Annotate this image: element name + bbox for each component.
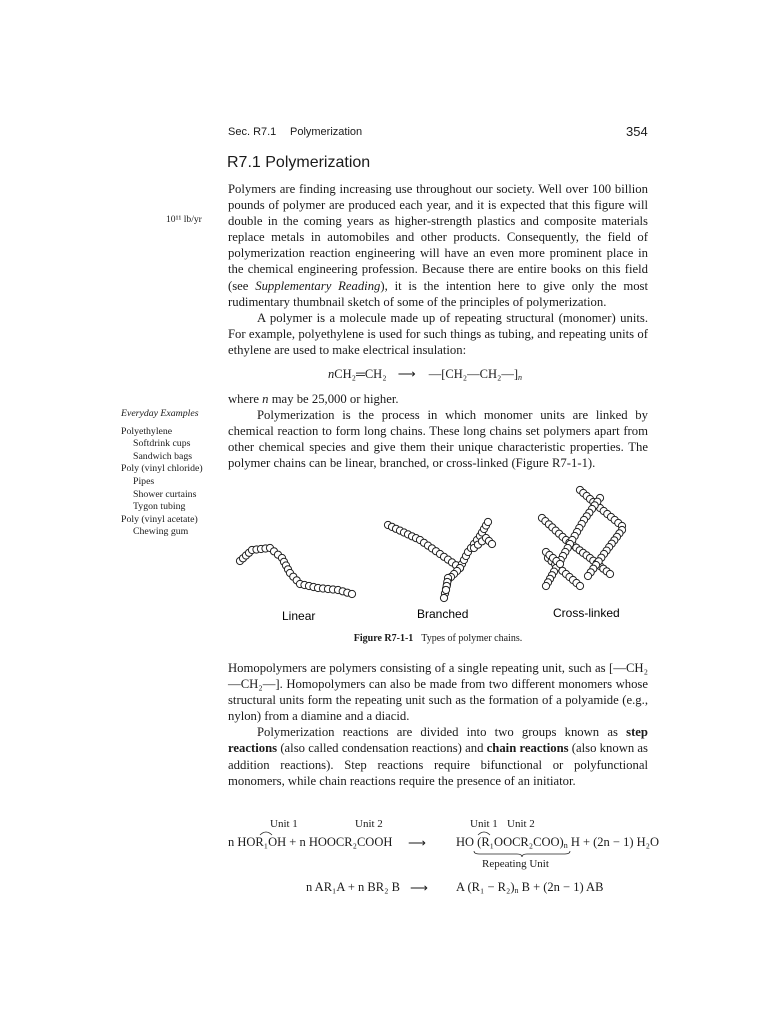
chain-bead	[484, 518, 491, 525]
branched-chain-illustration	[384, 518, 495, 601]
eq2-unit1-right-label: Unit 1	[470, 818, 498, 830]
term-step-reactions: step reactions	[228, 725, 648, 756]
para3-n: n	[262, 392, 269, 406]
eq3-product-rest: B + (2n − 1) AB	[518, 880, 604, 894]
figure-polymer-chains	[230, 478, 635, 628]
supplementary-reading-ref: Supplementary Reading	[255, 278, 381, 293]
eq1-product-sub: n	[518, 373, 523, 382]
chain-bead	[556, 560, 563, 567]
chain-bead	[542, 582, 549, 589]
page-number: 354	[626, 124, 648, 139]
running-header-section: Sec. R7.1	[228, 126, 277, 138]
eq3-reactants: n AR₁A + n BR₂ B	[306, 880, 400, 894]
para3-text: where	[228, 392, 263, 406]
cross-linked-chain-illustration	[538, 486, 625, 589]
margin-example-item: Softdrink cups	[133, 438, 191, 450]
chain-bead	[348, 590, 355, 597]
figure-caption-label: Figure R7-1-1	[353, 633, 414, 644]
chain-bead	[442, 586, 449, 593]
paragraph-homopolymers-text: Homopolymers are polymers consisting of a single repeating unit, such as [—CH₂—CH₂—]. Homopolymers can also be made from two different monomers whose structural units form the repeating unit such as the formation of a polyamide (e.g., nylon) from a diamine and a diacid.	[228, 661, 648, 724]
eq1-n: n	[328, 367, 335, 381]
margin-example-item: Tygon tubing	[133, 501, 186, 513]
eq2-product-main: HO (R₁OOCR₂COO)	[456, 835, 564, 849]
equation-chain-reaction	[306, 880, 646, 900]
eq2-products	[456, 835, 659, 850]
chain-bead	[576, 582, 583, 589]
para6-text-c: (also known as addition reactions). Step reactions require bifunctional or polyfunctional monomers, while chain reactions require the presence of an initiator.	[228, 741, 648, 788]
margin-example-item: Poly (vinyl chloride)	[121, 463, 203, 475]
eq1-reactant: CH₂═CH₂	[334, 367, 387, 381]
paragraph-intro-text: Polymers are finding increasing use throughout our society. Well over 100 billion pounds of polymer are produced each year, and it is expected that this figure will double in the coming years as higher-strength plastics and composite materials replace metals in automobiles and other products. Consequently, the field of polymerization reaction engineering will have an even more prominent place in the chemical engineering profession. Because there are entire books on this field (see	[228, 182, 648, 293]
para6-text-a: Polymerization reactions are divided into two groups known as	[257, 725, 627, 740]
paragraph-reaction-types	[228, 724, 648, 788]
margin-examples-title: Everyday Examples	[121, 408, 199, 419]
eq2-reactants: n HOR₁OH + n HOOCR₂COOH	[228, 835, 393, 849]
eq2-arrow: ⟶	[408, 836, 428, 850]
eq1-arrow: ⟶	[397, 367, 418, 381]
chain-bead	[488, 540, 495, 547]
figure-label-cross-linked: Cross-linked	[553, 606, 620, 620]
chain-bead	[584, 572, 591, 579]
paragraph-polymer-definition: A polymer is a molecule made up of repeating structural (monomer) units. For example, polyethylene is used for such things as tubing, and repeating units of ethylene are used to make electrical insulation:	[228, 310, 648, 357]
para3-text-end: may be 25,000 or higher.	[268, 392, 399, 406]
paragraph-polymerization-process: Polymerization is the process in which monomer units are linked by chemical reaction to form long chains. These long chains set polymers apart from other chemical species and give them their unique characteristic properties. The polymer chains can be linear, branched, or cross-linked (Figure R7-1-1).	[228, 408, 648, 471]
eq2-product-rest: H + (2n − 1) H₂O	[567, 835, 660, 849]
paragraph-chains	[228, 391, 648, 471]
margin-example-item: Sandwich bags	[133, 450, 193, 462]
margin-example-item: Shower curtains	[133, 488, 197, 500]
figure-caption-text: Types of polymer chains.	[421, 633, 523, 644]
section-heading: R7.1 Polymerization	[227, 154, 371, 171]
margin-example-item: Polyethylene	[121, 425, 173, 437]
chain-bead	[606, 570, 613, 577]
margin-examples-list	[121, 426, 203, 539]
eq2-product-sub: n	[563, 841, 568, 850]
equation-step-reaction	[228, 818, 688, 878]
term-chain-reactions: chain reactions	[486, 741, 569, 756]
eq3-product-sub: n	[514, 886, 519, 895]
figure-label-branched: Branched	[417, 607, 469, 621]
eq3-product-main: A (R₁ − R₂)	[456, 880, 515, 894]
eq2-repeating-unit-label: Repeating Unit	[482, 858, 549, 870]
eq2-underbrace	[473, 850, 571, 858]
eq3-products	[456, 880, 603, 895]
equation-polyethylene	[328, 366, 522, 382]
running-header-title: Polymerization	[290, 126, 363, 138]
linear-chain-illustration	[236, 544, 355, 597]
margin-example-item: Chewing gum	[133, 526, 189, 538]
eq2-unit1-label: Unit 1	[270, 818, 298, 830]
margin-example-item: Pipes	[133, 475, 155, 487]
chain-bead	[440, 594, 447, 601]
para6-text-b: (also called condensation reactions) and	[277, 741, 487, 756]
margin-example-item: Poly (vinyl acetate)	[121, 513, 198, 525]
figure-caption	[228, 633, 648, 644]
margin-note-production: 10¹¹ lb/yr	[166, 214, 202, 225]
eq2-unit2-right-label: Unit 2	[507, 818, 535, 830]
eq2-unit2-label: Unit 2	[355, 818, 383, 830]
paragraph-intro	[228, 181, 648, 358]
eq3-arrow: ⟶	[410, 881, 430, 895]
eq1-product: —[CH₂—CH₂—]	[428, 367, 519, 381]
paragraph-intro-text-end: ), it is the intention here to give only the most rudimentary thumbnail sketch of some of the principles of polymerization.	[228, 278, 648, 309]
figure-label-linear: Linear	[282, 609, 316, 623]
paragraph-homopolymers	[228, 660, 648, 789]
margin-everyday-examples	[121, 408, 203, 539]
